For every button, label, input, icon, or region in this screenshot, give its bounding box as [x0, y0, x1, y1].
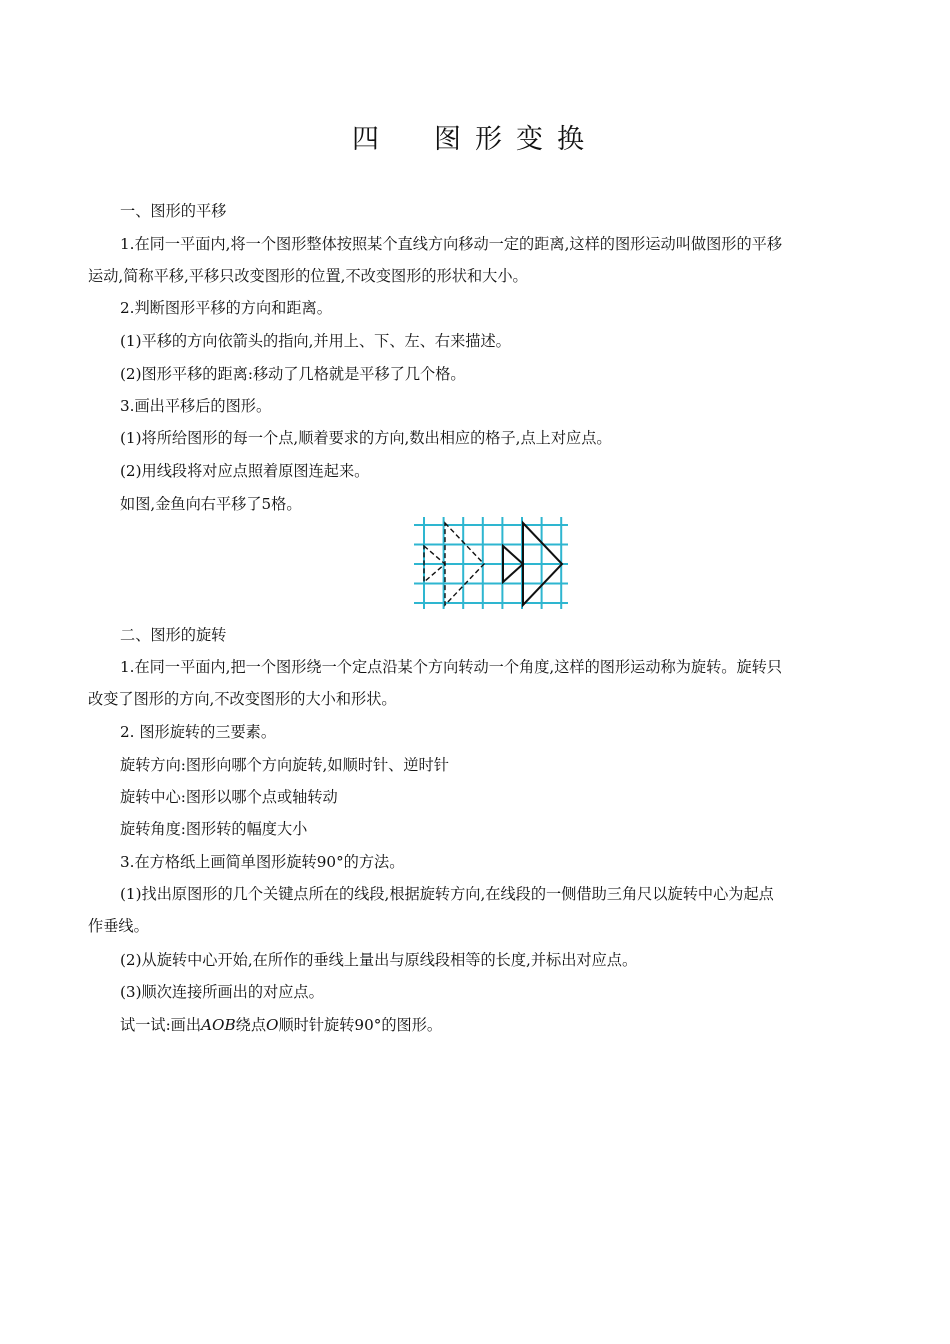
paragraph-rotation-step1-line1: (1)找出原图形的几个关键点所在的线段,根据旋转方向,在线段的一侧借助三角尺以旋转中心为起点: [120, 885, 774, 903]
paragraph-translation-direction: (1)平移的方向依箭头的指向,并用上、下、左、右来描述。: [120, 332, 511, 350]
goldfish-translation-figure: [414, 517, 568, 609]
paragraph-rotation-step3: (3)顺次连接所画出的对应点。: [120, 983, 324, 1001]
section-heading-rotation: 二、图形的旋转: [120, 626, 227, 644]
paragraph-translation-step2: (2)用线段将对应点照着原图连起来。: [120, 462, 370, 480]
paragraph-rotation-try: [120, 1015, 442, 1035]
paragraph-translation-distance: (2)图形平移的距离:移动了几格就是平移了几个格。: [120, 365, 466, 383]
paragraph-rotation-center: 旋转中心:图形以哪个点或轴转动: [120, 788, 338, 806]
paragraph-rotation-direction: 旋转方向:图形向哪个方向旋转,如顺时针、逆时针: [120, 756, 449, 774]
paragraph-translation-definition-1: 1.在同一平面内,将一个图形整体按照某个直线方向移动一定的距离,这样的图形运动叫做图形的平移: [120, 235, 783, 253]
try-prefix: 试一试:画出: [120, 1016, 202, 1034]
paragraph-translation-judge: 2.判断图形平移的方向和距离。: [120, 299, 332, 317]
paragraph-rotation-definition-1: 1.在同一平面内,把一个图形绕一个定点沿某个方向转动一个角度,这样的图形运动称为旋转。旋转只: [120, 658, 783, 676]
paragraph-rotation-method: 3.在方格纸上画简单图形旋转90°的方法。: [120, 853, 405, 871]
paragraph-rotation-elements: 2. 图形旋转的三要素。: [120, 723, 277, 741]
paragraph-rotation-step2: (2)从旋转中心开始,在所作的垂线上量出与原线段相等的长度,并标出对应点。: [120, 951, 638, 969]
paragraph-translation-definition-2: 运动,简称平移,平移只改变图形的位置,不改变图形的形状和大小。: [88, 267, 528, 285]
try-point-o-label: O: [266, 1016, 279, 1034]
try-suffix: 顺时针旋转90°的图形。: [278, 1016, 443, 1034]
try-mid: 绕点: [235, 1016, 267, 1034]
paragraph-translation-step1: (1)将所给图形的每一个点,顺着要求的方向,数出相应的格子,点上对应点。: [120, 429, 612, 447]
paragraph-translation-draw: 3.画出平移后的图形。: [120, 397, 272, 415]
try-aob-label: AOB: [201, 1016, 236, 1034]
paragraph-rotation-definition-2: 改变了图形的方向,不改变图形的大小和形状。: [88, 690, 397, 708]
paragraph-rotation-angle: 旋转角度:图形转的幅度大小: [120, 820, 308, 838]
page-title: 四 图形变换: [352, 124, 598, 155]
grid-lines: [414, 517, 568, 609]
section-heading-translation: 一、图形的平移: [120, 202, 227, 220]
paragraph-translation-example: 如图,金鱼向右平移了5格。: [120, 495, 302, 513]
paragraph-rotation-step1-line2: 作垂线。: [88, 917, 149, 935]
